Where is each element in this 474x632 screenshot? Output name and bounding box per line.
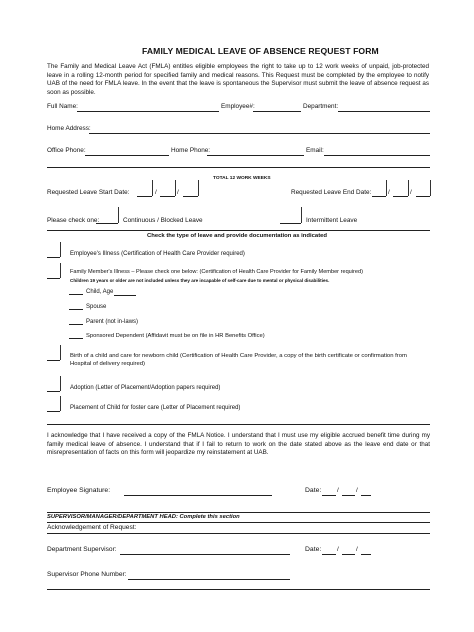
birth-checkbox-edge: [60, 345, 61, 360]
divider-supervisor-under: [47, 522, 430, 523]
family-illness-checkbox-edge: [60, 263, 61, 278]
birth-checkbox[interactable]: [47, 360, 60, 361]
end-date-label: Requested Leave End Date:: [291, 189, 372, 196]
employee-signature-field[interactable]: [124, 495, 272, 496]
home-phone-field[interactable]: [207, 155, 304, 156]
sponsored-label: Sponsored Dependent (Affidavit must be on file in HR Benefits Office): [86, 333, 265, 339]
dept-supervisor-label: Department Supervisor:: [47, 546, 117, 553]
continuous-label: Continuous / Blocked Leave: [123, 217, 203, 224]
end-date-month[interactable]: [372, 196, 386, 197]
child-age-label: Child, Age: [86, 289, 114, 295]
start-date-year[interactable]: [183, 196, 198, 197]
family-illness-note: Children 19 years or older are not included unless they are incapable of self-care due to mental or physical disabilities.: [70, 278, 330, 283]
foster-checkbox-edge: [60, 396, 61, 411]
foster-label: Placement of Child for foster care (Letter of Placement required): [70, 405, 241, 411]
employee-date-day[interactable]: [342, 495, 355, 496]
parent-checkbox[interactable]: [69, 324, 83, 325]
employee-illness-label: Employee's Illness (Certification of Health Care Provider required): [70, 251, 245, 257]
family-illness-label: Family Member's Illness – Please check one below: (Certification of Health Care Provider for Family Member required): [70, 269, 363, 275]
employee-date-year[interactable]: [361, 495, 371, 496]
birth-label: Birth of a child and care for newborn child (Certification of Health Care Provider, a copy of the birth certificate or confirmation from Hospital of delivery required): [70, 353, 407, 368]
please-check-label: Please check one:: [47, 217, 100, 224]
end-date-day[interactable]: [393, 196, 408, 197]
adoption-checkbox[interactable]: [47, 391, 60, 392]
department-field[interactable]: [338, 111, 430, 112]
email-field[interactable]: [324, 155, 430, 156]
end-date-slash-2: /: [410, 189, 412, 196]
supervisor-date-day[interactable]: [342, 554, 355, 555]
start-date-label: Requested Leave Start Date:: [47, 189, 130, 196]
start-date-slash-1: /: [155, 189, 157, 196]
family-illness-checkbox[interactable]: [47, 278, 60, 279]
divider-ack-request: [47, 533, 430, 534]
divider-ack: [47, 424, 430, 425]
end-date-year[interactable]: [416, 196, 430, 197]
home-address-label: Home Address:: [47, 125, 91, 132]
employee-number-label: Employee#:: [221, 103, 255, 110]
divider-supervisor: [47, 512, 430, 513]
ack-request-label: Acknowledgement of Request:: [47, 524, 137, 531]
dept-supervisor-field[interactable]: [120, 554, 290, 555]
child-age-field[interactable]: [114, 295, 136, 296]
spouse-label: Spouse: [86, 304, 107, 310]
supervisor-phone-label: Supervisor Phone Number:: [47, 571, 127, 578]
employee-date-month[interactable]: [322, 495, 336, 496]
end-date-box-divider: [408, 180, 409, 196]
employee-date-label: Date:: [305, 487, 322, 494]
home-phone-label: Home Phone:: [171, 147, 211, 154]
employee-number-field[interactable]: [253, 111, 301, 112]
acknowledgement-text: I acknowledge that I have received a copy of the FMLA Notice. I understand that I must use my eligible accrued benefit time during my family medical leave of absence. I understand that if I fail to return to work on the date stated above as the leave end date or that misrepresentation of facts on this form will jeopardize my reinstatement at UAB.: [47, 432, 430, 457]
parent-label: Parent (not in-laws): [86, 319, 139, 325]
start-date-slash-2: /: [177, 189, 179, 196]
child-age-checkbox[interactable]: [69, 294, 83, 295]
office-phone-field[interactable]: [85, 155, 169, 156]
continuous-checkbox-edge: [118, 207, 119, 223]
office-phone-label: Office Phone:: [47, 147, 86, 154]
adoption-checkbox-edge: [60, 376, 61, 391]
full-name-label: Full Name:: [47, 103, 78, 110]
adoption-label: Adoption (Letter of Placement/Adoption papers required): [70, 385, 221, 391]
start-date-box-divider: [152, 180, 153, 196]
spouse-checkbox[interactable]: [69, 309, 83, 310]
intermittent-checkbox[interactable]: [280, 223, 301, 224]
types-header: Check the type of leave and provide documentation as indicated: [147, 233, 328, 239]
department-label: Department:: [303, 103, 339, 110]
end-date-box-divider: [430, 180, 431, 196]
start-date-box-divider: [198, 180, 199, 196]
divider-bottom: [47, 589, 430, 590]
supervisor-header: SUPERVISOR/MANAGER/DEPARTMENT HEAD: Complete this section: [47, 514, 240, 520]
divider-types: [47, 230, 430, 231]
full-name-field[interactable]: [77, 111, 219, 112]
home-address-field[interactable]: [89, 133, 430, 134]
intermittent-checkbox-edge: [301, 207, 302, 223]
total-weeks-label: TOTAL 12 WORK WEEKS: [213, 176, 271, 181]
supervisor-date-slash-2: /: [356, 546, 358, 553]
email-label: Email:: [306, 147, 324, 154]
end-date-slash-1: /: [388, 189, 390, 196]
intermittent-label: Intermittent Leave: [306, 217, 358, 224]
continuous-checkbox[interactable]: [96, 223, 118, 224]
start-date-box-divider: [175, 180, 176, 196]
supervisor-date-label: Date:: [305, 546, 322, 553]
supervisor-date-year[interactable]: [361, 554, 371, 555]
supervisor-phone-field[interactable]: [128, 579, 290, 580]
foster-checkbox[interactable]: [47, 411, 60, 412]
intro-paragraph: The Family and Medical Leave Act (FMLA) entitles eligible employees the right to take up to 12 work weeks of unpaid, job-protected leave in a rolling 12-month period for specified family and medical reasons. This Request must be completed by the employee to notify UAB of the need for FMLA leave. In the event that the leave is spontaneous the Supervisor must submit the leave of absence request as soon as possible.: [47, 63, 429, 97]
supervisor-date-month[interactable]: [322, 554, 336, 555]
employee-illness-checkbox[interactable]: [47, 257, 60, 258]
form-title: FAMILY MEDICAL LEAVE OF ABSENCE REQUEST FORM: [142, 46, 379, 56]
end-date-box-divider: [386, 180, 387, 196]
employee-date-slash-1: /: [337, 487, 339, 494]
start-date-month[interactable]: [137, 196, 152, 197]
employee-date-slash-2: /: [356, 487, 358, 494]
employee-signature-label: Employee Signature:: [47, 487, 111, 494]
employee-illness-checkbox-edge: [60, 242, 61, 257]
start-date-day[interactable]: [160, 196, 175, 197]
sponsored-checkbox[interactable]: [69, 338, 83, 339]
supervisor-date-slash-1: /: [337, 546, 339, 553]
divider-top: [47, 167, 430, 168]
